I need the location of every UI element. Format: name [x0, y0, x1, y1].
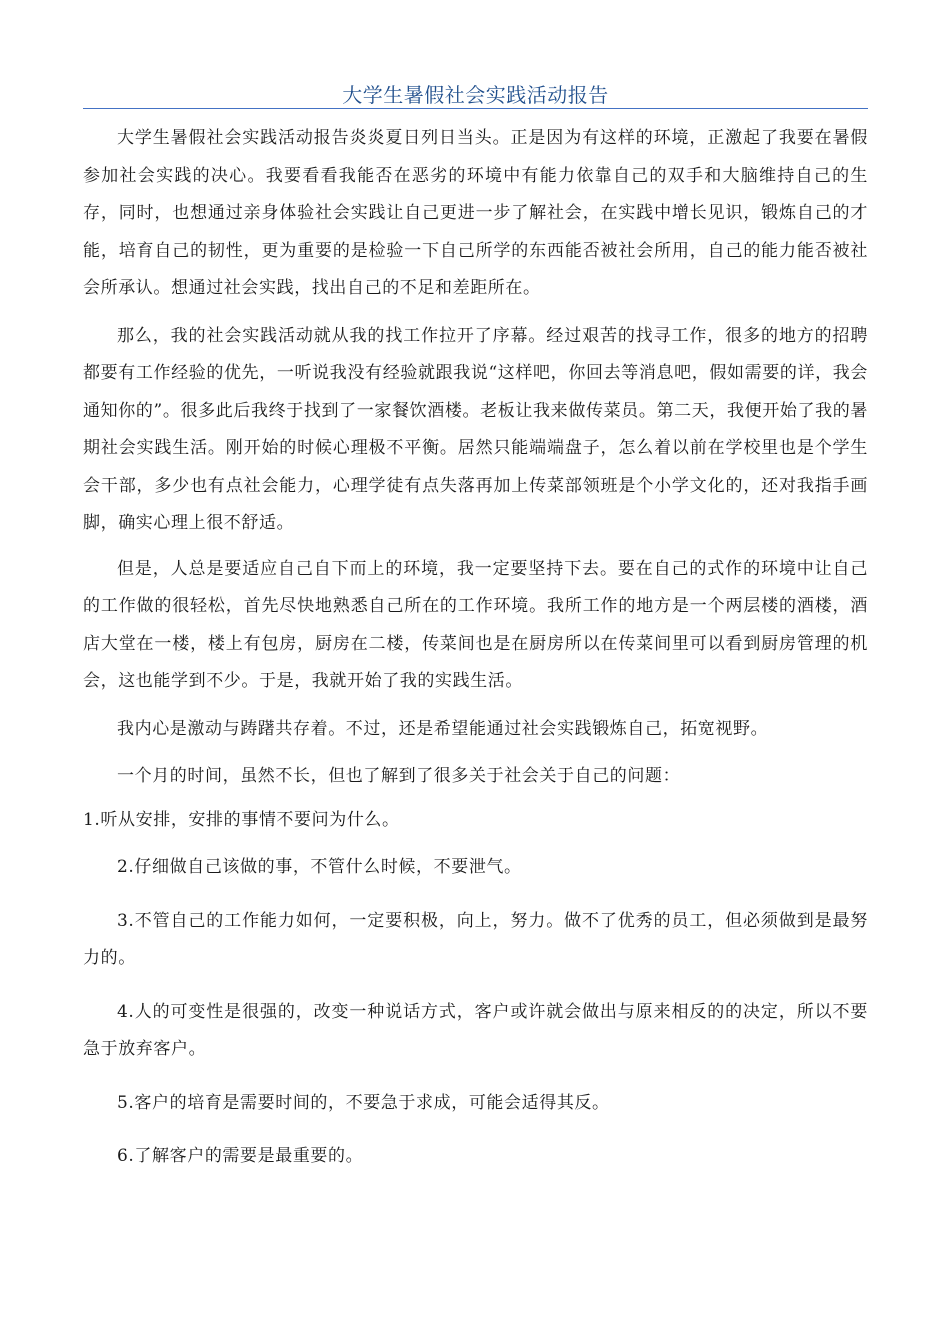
- paragraph-job-search: 那么，我的社会实践活动就从我的找工作拉开了序幕。经过艰苦的找寻工作，很多的地方的招聘都要有工作经验的优先，一听说我没有经验就跟我说“这样吧，你回去等消息吧，假如需要的详，我会通知你的”。很多此后我终于找到了一家餐饮酒楼。老板让我来做传菜员。第二天，我便开始了我的暑期社会实践生活。刚开始的时候心理极不平衡。居然只能端端盘子，怎么着以前在学校里也是个学生会干部，多少也有点社会能力，心理学徒有点失落再加上传菜部领班是个小学文化的，还对我指手画脚，确实心理上很不舒适。: [83, 325, 868, 533]
- list-item: 5.客户的培育是需要时间的，不要急于求成，可能会适得其反。: [117, 1092, 610, 1113]
- lessons-list: [83, 802, 868, 1176]
- list-item: 6.了解客户的需要是最重要的。: [117, 1146, 364, 1166]
- title-underline: [83, 108, 868, 109]
- paragraph-lessons-intro: 一个月的时间，虽然不长，但也了解到了很多关于社会关于自己的问题：: [117, 766, 681, 786]
- list-item: 4.人的可变性是很强的，改变一种说话方式，客户或许就会做出与原来相反的的决定，所以不要急于放弃客户。: [83, 1001, 868, 1059]
- list-item: 2.仔细做自己该做的事，不管什么时候，不要泄气。: [117, 857, 522, 877]
- paragraph-feelings: 我内心是激动与踌躇共存着。不过，还是希望能通过社会实践锻炼自己，拓宽视野。: [117, 718, 769, 739]
- paragraph-intro: 大学生暑假社会实践活动报告炎炎夏日列日当头。正是因为有这样的环境，正激起了我要在暑假参加社会实践的决心。我要看看我能否在恶劣的环境中有能力依靠自己的双手和大脑维持自己的生存，同时，也想通过亲身体验社会实践让自己更进一步了解社会，在实践中增长见识，锻炼自己的才能，培育自己的韧性，更为重要的是检验一下自己所学的东西能否被社会所用，自己的能力能否被社会所承认。想通过社会实践，找出自己的不足和差距所在。: [83, 128, 868, 298]
- document-body: [83, 120, 868, 1192]
- list-item: 1.听从安排，安排的事情不要问为什么。: [83, 809, 400, 830]
- document-title: 大学生暑假社会实践活动报告: [342, 83, 609, 107]
- list-item: 3.不管自己的工作能力如何，一定要积极，向上，努力。做不了优秀的员工，但必须做到是最努力的。: [83, 910, 868, 968]
- paragraph-adaptation: 但是，人总是要适应自己自下而上的环境，我一定要坚持下去。要在自己的式作的环境中让自己的工作做的很轻松，首先尽快地熟悉自己所在的工作环境。我所工作的地方是一个两层楼的酒楼，酒店大堂在一楼，楼上有包房，厨房在二楼，传菜间也是在厨房所以在传菜间里可以看到厨房管理的机会，这也能学到不少。于是，我就开始了我的实践生活。: [83, 558, 868, 691]
